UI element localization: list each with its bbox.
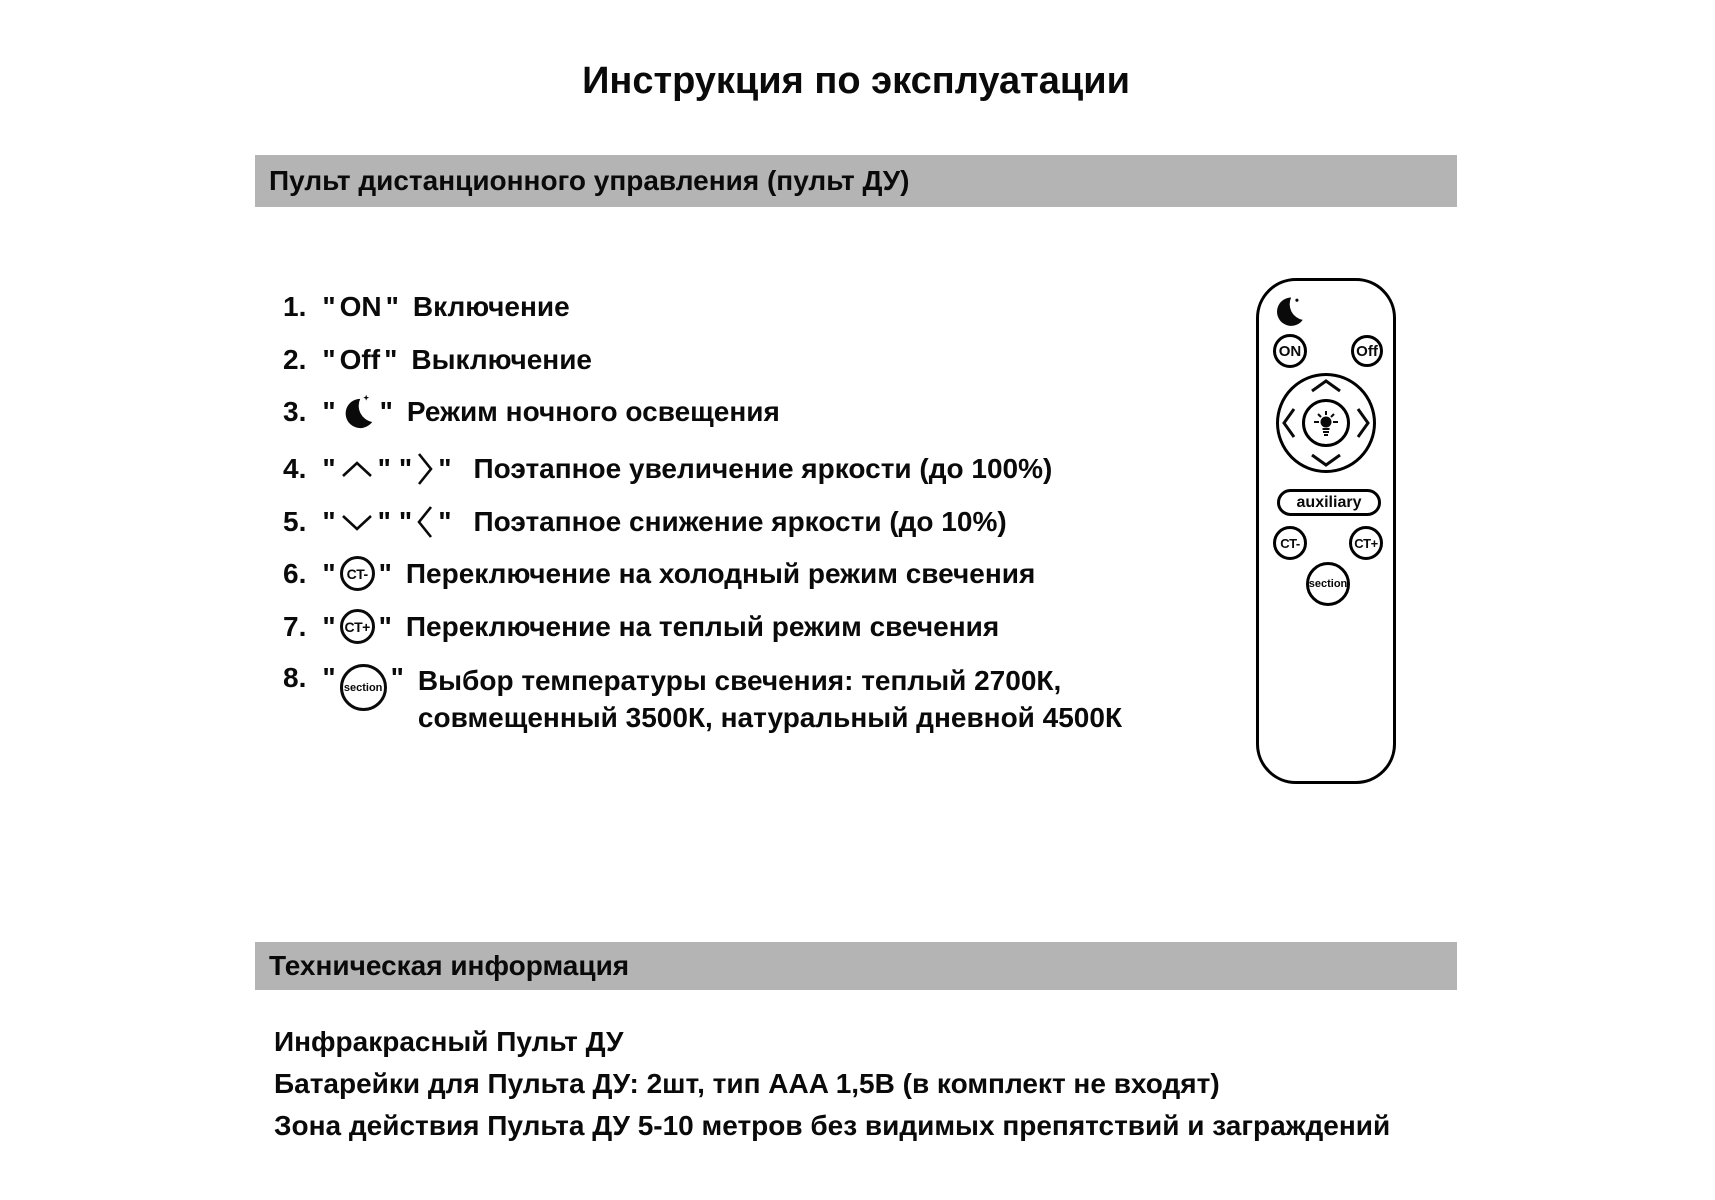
ct-plus-label: CT+ — [344, 618, 370, 635]
quote-mark: " — [322, 291, 336, 322]
quote-mark: " — [385, 291, 399, 322]
quote-mark: " — [438, 453, 452, 484]
chevron-up-icon — [1310, 379, 1342, 393]
chevron-up-icon — [340, 460, 374, 478]
item-description: Переключение на холодный режим свечения — [405, 557, 1036, 589]
crescent-moon-icon — [340, 393, 376, 431]
quote-mark: " — [322, 506, 336, 537]
remote-section-label: section — [1308, 578, 1348, 590]
remote-auxiliary-label: auxiliary — [1296, 493, 1362, 511]
remote-off-button — [1351, 335, 1383, 367]
item-number: 3. — [283, 396, 307, 427]
quote-mark: " — [398, 506, 413, 537]
instruction-item-4 — [283, 450, 1052, 488]
remote-center-button — [1302, 399, 1350, 447]
chevron-down-icon — [1310, 453, 1342, 467]
instruction-item-1 — [283, 291, 570, 323]
remote-ct-minus-label: CT- — [1280, 535, 1300, 551]
remote-off-label: Off — [1356, 342, 1378, 360]
quote-mark: " — [384, 344, 398, 375]
section-button-badge — [340, 664, 387, 711]
item-description-line-1: Выбор температуры свечения: теплый 2700К, — [417, 665, 1062, 696]
item-number: 7. — [283, 610, 307, 642]
item-description: Выключение — [411, 344, 593, 375]
section-header-tech — [255, 942, 1457, 990]
remote-auxiliary-button — [1277, 489, 1381, 516]
instruction-item-5 — [283, 503, 1007, 541]
item-description: Переключение на теплый режим свечения — [405, 610, 1000, 642]
quote-mark: " — [322, 557, 336, 589]
remote-on-label: ON — [1278, 342, 1302, 360]
on-button-label: ON — [339, 291, 382, 322]
quote-mark: " — [390, 662, 404, 693]
quote-mark: " — [379, 396, 393, 427]
tech-info-line: Зона действия Пульта ДУ 5-10 метров без видимых препятствий и заграждений — [274, 1110, 1391, 1141]
instruction-item-7 — [283, 609, 999, 644]
quote-mark: " — [398, 453, 413, 484]
chevron-down-icon — [340, 513, 374, 531]
section-header-remote — [255, 155, 1457, 207]
quote-mark: " — [322, 396, 336, 427]
ct-minus-label: CT- — [346, 565, 368, 582]
quote-mark: " — [322, 453, 336, 484]
instruction-item-3 — [283, 393, 780, 431]
item-number: 4. — [283, 453, 307, 484]
chevron-right-icon — [416, 450, 434, 488]
chevron-right-icon — [1356, 407, 1370, 439]
ct-minus-button-badge — [340, 556, 375, 591]
item-number: 6. — [283, 557, 307, 589]
remote-ct-minus-button — [1273, 526, 1307, 560]
item-number: 1. — [283, 291, 307, 322]
remote-on-button — [1273, 334, 1307, 368]
tech-info-line: Инфракрасный Пульт ДУ — [274, 1026, 624, 1057]
item-description: Поэтапное увеличение яркости (до 100%) — [473, 453, 1053, 484]
chevron-left-icon — [416, 503, 434, 541]
remote-section-button — [1306, 562, 1350, 606]
off-button-label: Off — [339, 344, 381, 375]
quote-mark: " — [378, 610, 392, 642]
light-bulb-icon — [1310, 407, 1342, 439]
instruction-item-8 — [283, 662, 1122, 736]
section-header-tech-label: Техническая информация — [269, 950, 630, 981]
quote-mark: " — [322, 344, 336, 375]
remote-ct-plus-button — [1349, 526, 1383, 560]
item-description: Режим ночного освещения — [406, 396, 780, 427]
quote-mark: " — [377, 506, 391, 537]
item-number: 5. — [283, 506, 307, 537]
item-description — [418, 662, 1122, 736]
crescent-moon-icon — [1272, 294, 1306, 328]
chevron-left-icon — [1282, 407, 1296, 439]
section-header-remote-label: Пульт дистанционного управления (пульт ДУ) — [269, 165, 910, 196]
ct-plus-button-badge — [340, 609, 375, 644]
item-number: 2. — [283, 344, 307, 375]
item-description: Поэтапное снижение яркости (до 10%) — [473, 506, 1007, 537]
remote-ct-plus-label: CT+ — [1354, 535, 1378, 551]
quote-mark: " — [322, 610, 336, 642]
page-title: Инструкция по эксплуатации — [582, 60, 1130, 102]
item-description-line-2: совмещенный 3500К, натуральный дневной 4500К — [417, 702, 1123, 733]
instruction-item-2 — [283, 344, 592, 376]
section-label: section — [343, 681, 383, 694]
instruction-item-6 — [283, 556, 1035, 591]
quote-mark: " — [438, 506, 452, 537]
quote-mark: " — [322, 662, 336, 693]
quote-mark: " — [377, 453, 391, 484]
item-number: 8. — [283, 662, 307, 693]
item-description: Включение — [412, 291, 570, 322]
tech-info-line: Батарейки для Пульта ДУ: 2шт, тип AAA 1,5В (в комплект не входят) — [274, 1068, 1220, 1099]
quote-mark: " — [378, 557, 392, 589]
